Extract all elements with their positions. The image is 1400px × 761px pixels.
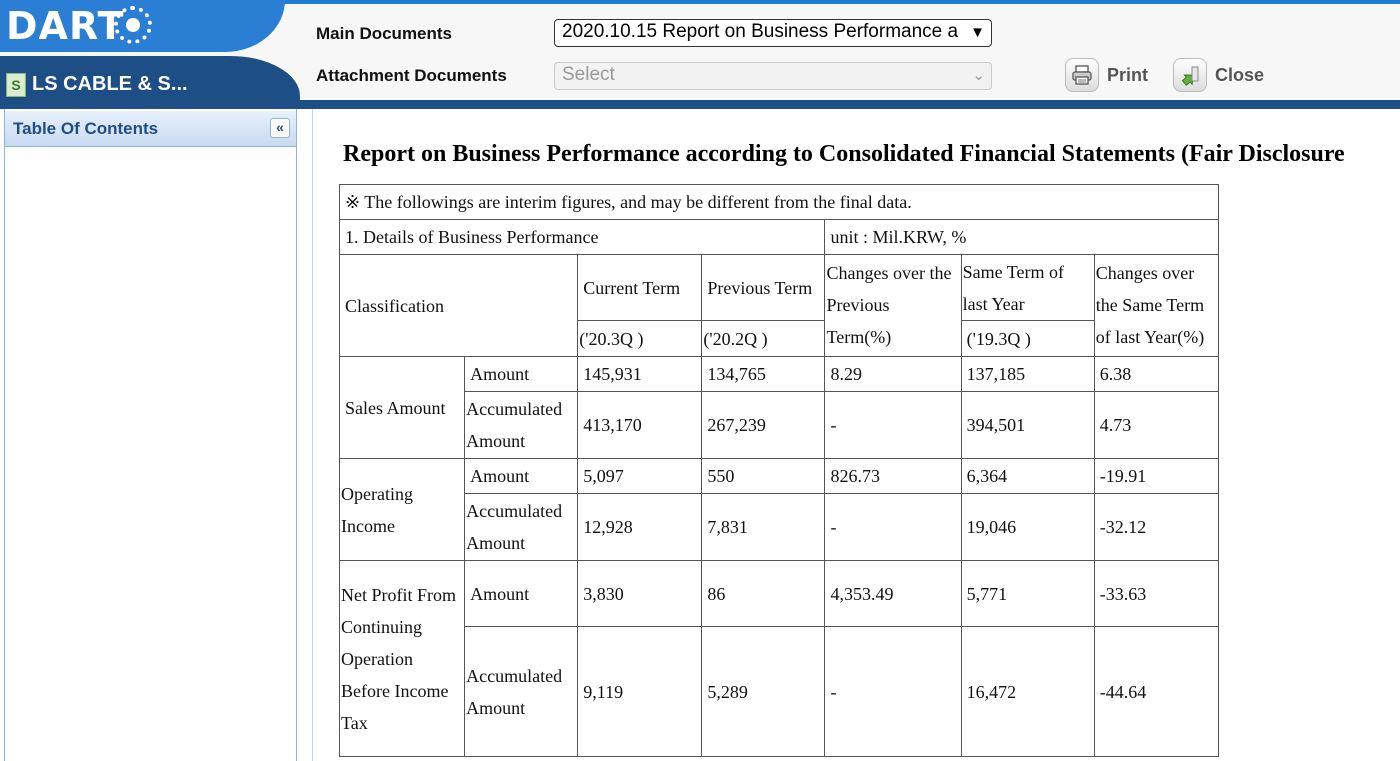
group-label: Operating Income bbox=[340, 459, 465, 561]
header-previous-term: Previous Term bbox=[702, 255, 825, 321]
header-current-term: Current Term bbox=[578, 255, 702, 321]
cell-change-prev: 826.73 bbox=[825, 459, 961, 494]
cell-same-last-year: 16,472 bbox=[961, 627, 1094, 757]
cell-same-last-year: 394,501 bbox=[961, 392, 1094, 459]
business-performance-table bbox=[339, 184, 1219, 757]
header-changes-previous: Changes over the Previous Term(%) bbox=[825, 255, 961, 357]
table-row bbox=[340, 494, 1219, 561]
table-header-row bbox=[340, 255, 1219, 321]
row-label: Accumulated Amount bbox=[465, 494, 578, 561]
cell-change-prev: - bbox=[825, 627, 961, 757]
cell-current: 145,931 bbox=[578, 357, 702, 392]
section-title: 1. Details of Business Performance bbox=[340, 220, 825, 255]
print-label: Print bbox=[1107, 64, 1149, 85]
cell-current: 9,119 bbox=[578, 627, 702, 757]
table-row bbox=[340, 357, 1219, 392]
cell-change-prev: 4,353.49 bbox=[825, 561, 961, 627]
double-chevron-left-icon[interactable]: « bbox=[270, 118, 290, 138]
cell-same-last-year: 19,046 bbox=[961, 494, 1094, 561]
cell-change-same: 4.73 bbox=[1094, 392, 1218, 459]
cell-change-prev: 8.29 bbox=[825, 357, 961, 392]
table-row bbox=[340, 459, 1219, 494]
cell-previous: 5,289 bbox=[702, 627, 825, 757]
group-label: Net Profit From Continuing Operation Before Income Tax bbox=[340, 561, 465, 757]
table-row bbox=[340, 392, 1219, 459]
cell-change-prev: - bbox=[825, 494, 961, 561]
table-row bbox=[340, 561, 1219, 627]
cell-change-prev: - bbox=[825, 392, 961, 459]
cell-same-last-year: 5,771 bbox=[961, 561, 1094, 627]
cell-previous: 7,831 bbox=[702, 494, 825, 561]
attachment-documents-select[interactable] bbox=[554, 62, 992, 90]
header-same-term-period: ('19.3Q ) bbox=[961, 321, 1094, 357]
print-button[interactable] bbox=[1065, 58, 1148, 92]
header-changes-same-term: Changes over the Same Term of last Year(%) bbox=[1094, 255, 1218, 357]
main-documents-value: 2020.10.15 Report on Business Performance a bbox=[562, 21, 959, 42]
cell-change-same: -44.64 bbox=[1094, 627, 1218, 757]
toc-header bbox=[5, 111, 296, 147]
interim-note: ※ The followings are interim figures, and may be different from the final data. bbox=[340, 185, 1219, 220]
cell-same-last-year: 137,185 bbox=[961, 357, 1094, 392]
dart-logo[interactable]: DART bbox=[6, 4, 125, 48]
cell-current: 12,928 bbox=[578, 494, 702, 561]
cell-same-last-year: 6,364 bbox=[961, 459, 1094, 494]
row-label: Accumulated Amount bbox=[465, 392, 578, 459]
cell-change-same: -19.91 bbox=[1094, 459, 1218, 494]
cell-current: 3,830 bbox=[578, 561, 702, 627]
cell-change-same: -33.63 bbox=[1094, 561, 1218, 627]
unit-label: unit : Mil.KRW, % bbox=[825, 220, 1219, 255]
main-documents-label: Main Documents bbox=[316, 24, 453, 43]
row-label: Amount bbox=[465, 357, 578, 392]
row-label: Accumulated Amount bbox=[465, 627, 578, 757]
header-classification: Classification bbox=[340, 255, 578, 357]
cell-previous: 86 bbox=[702, 561, 825, 627]
company-name: LS CABLE & S... bbox=[32, 73, 188, 95]
exit-arrow-icon bbox=[1173, 58, 1207, 92]
close-label: Close bbox=[1215, 64, 1265, 85]
table-row bbox=[340, 185, 1219, 220]
header-previous-period: ('20.2Q ) bbox=[702, 321, 825, 357]
toc-title: Table Of Contents bbox=[13, 119, 159, 138]
dart-sun-core-icon bbox=[126, 18, 140, 32]
cell-previous: 134,765 bbox=[702, 357, 825, 392]
printer-icon bbox=[1065, 58, 1099, 92]
cell-previous: 267,239 bbox=[702, 392, 825, 459]
cell-current: 413,170 bbox=[578, 392, 702, 459]
header-same-term-last-year: Same Term of last Year bbox=[961, 255, 1094, 321]
table-row bbox=[340, 220, 1219, 255]
cell-change-same: -32.12 bbox=[1094, 494, 1218, 561]
chevron-down-icon: ▼ bbox=[970, 24, 985, 41]
attachment-placeholder: Select bbox=[562, 64, 615, 85]
header-current-period: ('20.3Q ) bbox=[578, 321, 702, 357]
cell-current: 5,097 bbox=[578, 459, 702, 494]
row-label: Amount bbox=[465, 561, 578, 627]
group-label: Sales Amount bbox=[340, 357, 465, 459]
company-market-badge: S bbox=[6, 73, 26, 97]
attachment-documents-label: Attachment Documents bbox=[316, 66, 507, 85]
main-documents-select[interactable] bbox=[554, 19, 992, 47]
table-of-contents-panel bbox=[4, 109, 297, 761]
row-label: Amount bbox=[465, 459, 578, 494]
chevron-down-icon: ⌄ bbox=[972, 67, 985, 84]
table-row bbox=[340, 627, 1219, 757]
cell-change-same: 6.38 bbox=[1094, 357, 1218, 392]
document-title: Report on Business Performance according to Consolidated Financial Statements (Fair Disclosure bbox=[343, 141, 1345, 167]
pane-divider[interactable] bbox=[312, 109, 313, 761]
cell-previous: 550 bbox=[702, 459, 825, 494]
logo-panel bbox=[0, 0, 300, 109]
close-button[interactable] bbox=[1173, 58, 1264, 92]
